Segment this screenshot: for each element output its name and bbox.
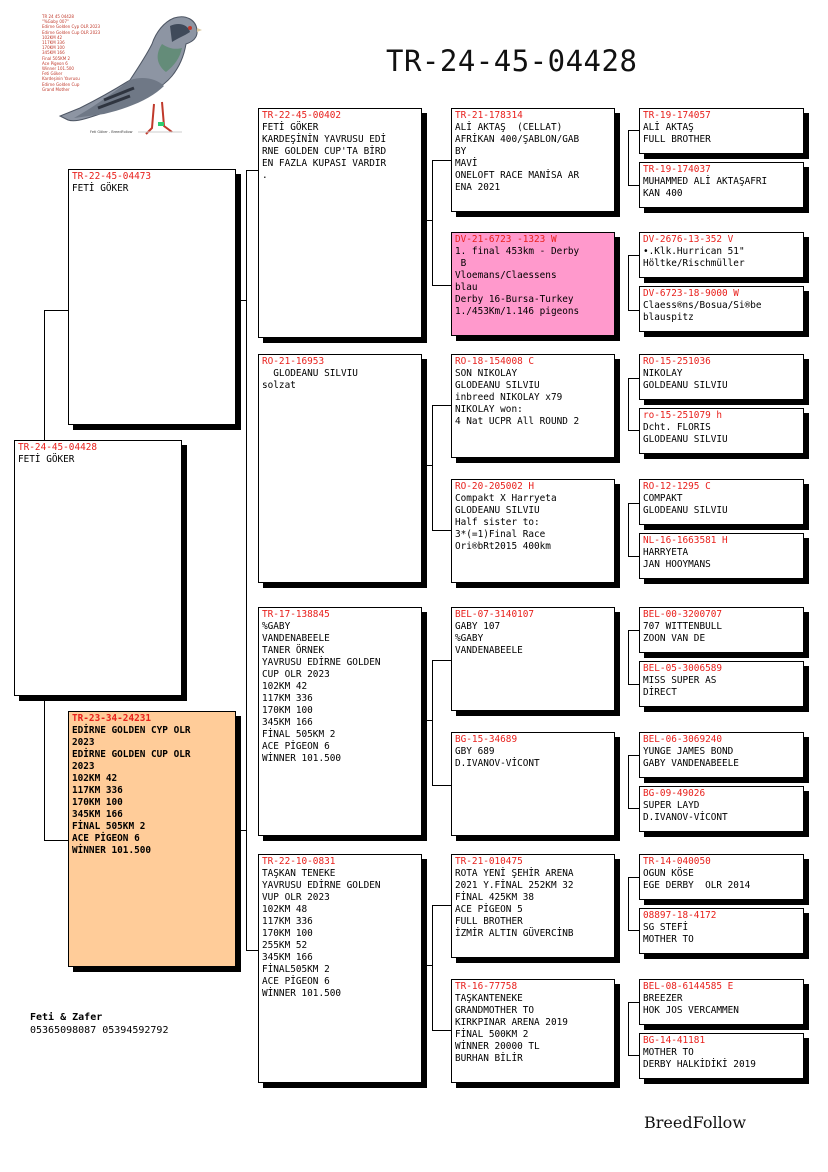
pedigree-text-line: 345KM 166: [262, 952, 313, 963]
pedigree-text-line: GABY 107: [455, 621, 501, 632]
pedigree-text-line: AFRİKAN 400/ŞABLON/GAB: [455, 134, 580, 145]
ring-number: TR-22-10-0831: [262, 856, 336, 867]
connector-line: [628, 378, 629, 430]
ring-number: BEL-06-3069240: [643, 734, 723, 745]
connector-line: [628, 877, 639, 878]
pedigree-box-g15: [639, 979, 804, 1025]
pedigree-text-line: HARRYETA: [643, 547, 689, 558]
ring-number: TR-23-34-24231: [72, 713, 152, 724]
pedigree-text-line: FULL BROTHER: [643, 134, 711, 145]
pedigree-text-line: 117KM 336: [72, 785, 123, 796]
pedigree-text-line: SON NIKOLAY: [455, 368, 518, 379]
pedigree-box-g6: [639, 408, 804, 454]
connector-line: [236, 830, 246, 831]
connector-line: [427, 220, 432, 221]
connector-line: [44, 310, 68, 311]
connector-line: [628, 1055, 639, 1056]
photo-caption-line: Final 505KM 2: [42, 55, 71, 61]
connector-line: [628, 130, 639, 131]
pigeon-icon: [34, 4, 202, 142]
ring-number: DV-21-6723 -1323 W: [455, 234, 557, 245]
pedigree-text-line: GOLDEANU SILVIU: [643, 380, 728, 391]
connector-line: [628, 255, 629, 310]
pedigree-text-line: 170KM 100: [262, 705, 313, 716]
pedigree-text-line: YAVRUSU EDİRNE GOLDEN: [262, 657, 381, 668]
connector-line: [628, 930, 639, 931]
pedigree-text-line: 345KM 166: [72, 809, 123, 820]
pedigree-text-line: 170KM 100: [262, 928, 313, 939]
pedigree-box-dam: [68, 711, 236, 967]
breeder-contact: [30, 1011, 168, 1037]
connector-line: [236, 300, 246, 301]
pedigree-text-line: FİNAL 425KM 38: [455, 892, 535, 903]
pedigree-title: TR-24-45-04428: [386, 44, 638, 78]
pedigree-text-line: ACE PİGEON 6: [262, 741, 330, 752]
pedigree-box-g16: [639, 1033, 804, 1079]
pedigree-text-line: 345KM 166: [262, 717, 313, 728]
connector-line: [628, 630, 639, 631]
photo-caption-line: Ace Pigeon 6: [42, 60, 68, 66]
connector-line: [432, 160, 433, 285]
pedigree-text-line: 4 Nat UCPR All ROUND 2: [455, 416, 580, 427]
pedigree-box-g5: [639, 354, 804, 400]
pedigree-box-dsd: [451, 732, 615, 836]
pedigree-text-line: 1./453Km/1.146 pigeons: [455, 306, 580, 317]
pedigree-box-sss: [451, 108, 615, 212]
photo-caption-line: Grand Mother: [42, 86, 70, 92]
connector-line: [628, 877, 629, 930]
pedigree-text-line: blauspitz: [643, 312, 694, 323]
connector-line: [628, 808, 639, 809]
pedigree-text-line: FİNAL 505KM 2: [72, 821, 146, 832]
pedigree-box-sd: [258, 354, 422, 583]
connector-line: [628, 755, 629, 808]
breeder-phones: 05365098087 05394592792: [30, 1025, 169, 1036]
pedigree-text-line: VUP OLR 2023: [262, 892, 330, 903]
pedigree-text-line: FİNAL 500KM 2: [455, 1029, 529, 1040]
connector-line: [628, 1002, 629, 1055]
pedigree-text-line: SG STEFİ: [643, 922, 689, 933]
connector-line: [432, 160, 451, 161]
pedigree-text-line: GLODEANU SILVIU: [455, 505, 540, 516]
pedigree-text-line: Vloemans/Claessens: [455, 270, 557, 281]
pedigree-box-g2: [639, 162, 804, 208]
ring-number: TR-21-010475: [455, 856, 523, 867]
pedigree-text-line: YAVRUSU EDİRNE GOLDEN: [262, 880, 381, 891]
connector-line: [246, 950, 258, 951]
pedigree-box-g8: [639, 533, 804, 579]
pedigree-text-line: DİRECT: [643, 687, 677, 698]
ring-number: RO-18-154008 C: [455, 356, 535, 367]
pedigree-box-ddd: [451, 979, 615, 1083]
pedigree-text-line: ONELOFT RACE MANİSA AR: [455, 170, 580, 181]
pedigree-text-line: DERBY HALKİDİKİ 2019: [643, 1059, 756, 1070]
connector-line: [432, 905, 433, 1030]
ring-number: TR-17-138845: [262, 609, 330, 620]
pedigree-text-line: EDİRNE GOLDEN CUP OLR: [72, 749, 191, 760]
pedigree-text-line: FULL BROTHER: [455, 916, 523, 927]
pedigree-box-ds: [258, 607, 422, 836]
pedigree-text-line: NIKOLAY: [643, 368, 683, 379]
ring-number: BG-09-49026: [643, 788, 706, 799]
pedigree-text-line: BURHAN BİLİR: [455, 1053, 523, 1064]
pedigree-text-line: EGE DERBY OLR 2014: [643, 880, 751, 891]
pedigree-text-line: %GABY: [262, 621, 291, 632]
pedigree-text-line: WİNNER 20000 TL: [455, 1041, 540, 1052]
pedigree-box-sdd: [451, 479, 615, 583]
pedigree-text-line: MUHAMMED ALİ AKTAŞAFRI: [643, 176, 768, 187]
pedigree-text-line: 2021 Y.FİNAL 252KM 32: [455, 880, 574, 891]
pedigree-box-dds: [451, 854, 615, 958]
pedigree-text-line: GABY VANDENABEELE: [643, 758, 739, 769]
pedigree-text-line: B: [455, 258, 467, 269]
pedigree-text-line: FİNAL 505KM 2: [262, 729, 336, 740]
pedigree-text-line: VANDENABEELE: [455, 645, 523, 656]
pedigree-box-sire: [68, 169, 236, 425]
pedigree-text-line: D.IVANOV-VİCONT: [455, 758, 540, 769]
connector-line: [628, 130, 629, 185]
pedigree-text-line: D.IVANOV-VİCONT: [643, 812, 728, 823]
ring-number: TR-22-45-00402: [262, 110, 342, 121]
connector-line: [628, 378, 639, 379]
pedigree-text-line: BY: [455, 146, 467, 157]
pedigree-box-g14: [639, 908, 804, 954]
connector-line: [628, 255, 639, 256]
connector-line: [628, 503, 629, 556]
ring-number: DV-2676-13-352 V: [643, 234, 734, 245]
photo-caption-line: Feti Göker: [42, 71, 63, 77]
connector-line: [432, 660, 433, 785]
ring-number: BEL-00-3200707: [643, 609, 723, 620]
pedigree-text-line: 102KM 42: [72, 773, 118, 784]
pedigree-text-line: ZOON VAN DE: [643, 633, 706, 644]
pedigree-box-ss: [258, 108, 422, 338]
pedigree-text-line: %GABY: [455, 633, 484, 644]
pedigree-text-line: GLODEANU SILVIU: [643, 434, 728, 445]
pedigree-text-line: MAVİ: [455, 158, 478, 169]
pedigree-text-line: Claess®ns/Bosua/Si®be: [643, 300, 762, 311]
ring-number: BEL-08-6144585 E: [643, 981, 734, 992]
pedigree-text-line: GRANDMOTHER TO: [455, 1005, 535, 1016]
photo-caption-line: 117KM 336: [42, 40, 65, 46]
pedigree-text-line: MISS SUPER AS: [643, 675, 717, 686]
photo-caption-line: Edirne Golden Cup OLR 2023: [42, 29, 101, 35]
connector-line: [246, 170, 258, 171]
photo-caption-line: 170KM 100: [42, 45, 65, 51]
ring-number: TR-21-178314: [455, 110, 523, 121]
pedigree-text-line: •.Klk.Hurrican 51": [643, 246, 745, 257]
ring-number: TR-24-45-04428: [18, 442, 98, 453]
pedigree-text-line: solzat: [262, 380, 296, 391]
connector-line: [427, 965, 432, 966]
ring-number: TR-19-174037: [643, 164, 711, 175]
ring-number: RO-12-1295 C: [643, 481, 711, 492]
photo-caption-line: "%Gaby 007": [42, 19, 69, 25]
ring-number: ro-15-251079 h: [643, 410, 723, 421]
pedigree-text-line: İZMİR ALTIN GÜVERCİNB: [455, 928, 574, 939]
pedigree-box-g11: [639, 732, 804, 778]
connector-line: [432, 660, 451, 661]
connector-line: [432, 405, 451, 406]
pedigree-text-line: Ori®bRt2015 400km: [455, 541, 551, 552]
ring-number: BG-15-34689: [455, 734, 518, 745]
pedigree-text-line: VANDENABEELE: [262, 633, 330, 644]
ring-number: TR-16-77758: [455, 981, 518, 992]
pedigree-text-line: TANER ÖRNEK: [262, 645, 325, 656]
pedigree-box-g7: [639, 479, 804, 525]
pedigree-text-line: WİNNER 101.500: [262, 753, 342, 764]
brand-logo: BreedFollow: [644, 1113, 747, 1132]
pedigree-text-line: 255KM 52: [262, 940, 308, 951]
connector-line: [432, 1030, 451, 1031]
pedigree-text-line: SUPER LAYD: [643, 800, 700, 811]
connector-line: [628, 630, 629, 684]
connector-line: [628, 684, 639, 685]
connector-line: [628, 755, 639, 756]
pedigree-text-line: 170KM 100: [72, 797, 123, 808]
pedigree-text-line: FETİ GÖKER: [72, 183, 129, 194]
ring-number: BEL-05-3006589: [643, 663, 723, 674]
ring-number: DV-6723-18-9000 W: [643, 288, 739, 299]
pedigree-text-line: 1. final 453km - Derby: [455, 246, 580, 257]
pedigree-text-line: GBY 689: [455, 746, 495, 757]
pedigree-box-ssd: [451, 232, 615, 336]
pedigree-text-line: COMPAKT: [643, 493, 683, 504]
connector-line: [432, 905, 451, 906]
pedigree-box-g9: [639, 607, 804, 653]
pedigree-text-line: HOK JOS VERCAMMEN: [643, 1005, 739, 1016]
pedigree-text-line: 102KM 48: [262, 904, 308, 915]
connector-line: [432, 285, 451, 286]
pedigree-text-line: ALİ AKTAŞ: [643, 122, 694, 133]
ring-number: RO-21-16953: [262, 356, 325, 367]
pedigree-text-line: OGUN KÖSE: [643, 868, 694, 879]
connector-line: [246, 170, 247, 950]
pedigree-text-line: ROTA YENİ ŞEHİR ARENA: [455, 868, 574, 879]
ring-number: RO-20-205002 H: [455, 481, 535, 492]
connector-line: [628, 1002, 639, 1003]
ring-number: BEL-07-3140107: [455, 609, 535, 620]
pedigree-text-line: WİNNER 101.500: [72, 845, 152, 856]
pedigree-text-line: FETİ GÖKER: [18, 454, 75, 465]
pedigree-text-line: RNE GOLDEN CUP'TA BİRD: [262, 146, 387, 157]
pedigree-text-line: CUP OLR 2023: [262, 669, 330, 680]
pedigree-text-line: inbreed NIKOLAY x79: [455, 392, 563, 403]
ring-number: 08897-18-4172: [643, 910, 717, 921]
pedigree-text-line: Half sister to:: [455, 517, 540, 528]
ring-number: TR-22-45-04473: [72, 171, 152, 182]
connector-line: [628, 185, 639, 186]
pedigree-box-g1: [639, 108, 804, 154]
connector-line: [427, 465, 432, 466]
pedigree-text-line: MOTHER TO: [643, 934, 694, 945]
pedigree-text-line: TAŞKAN TENEKE: [262, 868, 336, 879]
connector-line: [628, 556, 639, 557]
photo-caption-line: 102KM 42: [42, 34, 63, 40]
ring-number: NL-16-1663581 H: [643, 535, 728, 546]
pedigree-text-line: BREEZER: [643, 993, 683, 1004]
pedigree-text-line: 3*(=1)Final Race: [455, 529, 546, 540]
photo-caption-line: Kardeşinin Yavrusu: [42, 76, 80, 82]
pedigree-text-line: KARDEŞİNİN YAVRUSU EDİ: [262, 134, 387, 145]
pedigree-text-line: ALİ AKTAŞ (CELLAT): [455, 122, 563, 133]
connector-line: [628, 310, 639, 311]
pedigree-text-line: EDİRNE GOLDEN CYP OLR: [72, 725, 191, 736]
pedigree-box-g13: [639, 854, 804, 900]
pedigree-box-subject: [14, 440, 182, 696]
pedigree-text-line: 117KM 336: [262, 916, 313, 927]
pedigree-text-line: ACE PİGEON 6: [72, 833, 140, 844]
pedigree-box-dd: [258, 854, 422, 1083]
pedigree-text-line: ACE PİGEON 5: [455, 904, 523, 915]
pedigree-text-line: Dcht. FLORIS: [643, 422, 711, 433]
pedigree-text-line: TAŞKANTENEKE: [455, 993, 523, 1004]
pedigree-text-line: GLODEANU SILVIU: [455, 380, 540, 391]
connector-line: [628, 430, 639, 431]
pedigree-text-line: KAN 400: [643, 188, 683, 199]
pedigree-text-line: JAN HOOYMANS: [643, 559, 711, 570]
photo-caption-line: Edirne Golden Cyp OLR 2023: [42, 24, 101, 30]
pedigree-text-line: blau: [455, 282, 478, 293]
pedigree-box-g3: [639, 232, 804, 278]
photo-footer: Feti Göker - BreedFollow: [90, 130, 133, 134]
breeder-name: Feti & Zafer: [30, 1012, 103, 1023]
pedigree-box-g10: [639, 661, 804, 707]
pedigree-text-line: FİNAL505KM 2: [262, 964, 330, 975]
photo-caption-line: Edirne Golden Cup: [42, 81, 80, 87]
pedigree-text-line: .: [262, 170, 268, 181]
connector-line: [628, 503, 639, 504]
photo-caption-line: 345KM 166: [42, 50, 65, 56]
pedigree-text-line: EN FAZLA KUPASI VARDIR: [262, 158, 387, 169]
pedigree-text-line: 2023: [72, 737, 95, 748]
connector-line: [432, 405, 433, 530]
pedigree-text-line: Höltke/Rischmüller: [643, 258, 745, 269]
ring-number: TR-19-174057: [643, 110, 711, 121]
photo-caption-line: Winner 101.500: [42, 66, 74, 72]
connector-line: [427, 720, 432, 721]
pedigree-text-line: GLODEANU SILVIU: [643, 505, 728, 516]
pedigree-text-line: ACE PİGEON 6: [262, 976, 330, 987]
ring-number: BG-14-41181: [643, 1035, 706, 1046]
pedigree-text-line: Derby 16-Bursa-Turkey: [455, 294, 574, 305]
pedigree-text-line: KIRKPINAR ARENA 2019: [455, 1017, 568, 1028]
pedigree-text-line: YUNGE JAMES BOND: [643, 746, 734, 757]
connector-line: [432, 530, 451, 531]
connector-line: [44, 840, 68, 841]
pedigree-text-line: Compakt X Harryeta: [455, 493, 557, 504]
pedigree-box-g12: [639, 786, 804, 832]
pigeon-photo: [34, 4, 202, 142]
pedigree-box-dss: [451, 607, 615, 711]
pedigree-text-line: 2023: [72, 761, 95, 772]
pedigree-box-sds: [451, 354, 615, 458]
pedigree-text-line: 117KM 336: [262, 693, 313, 704]
pedigree-text-line: GLODEANU SILVIU: [262, 368, 358, 379]
pedigree-text-line: MOTHER TO: [643, 1047, 694, 1058]
pedigree-box-g4: [639, 286, 804, 332]
connector-line: [432, 785, 451, 786]
pedigree-text-line: 102KM 42: [262, 681, 308, 692]
ring-number: RO-15-251036: [643, 356, 711, 367]
pedigree-text-line: FETİ GÖKER: [262, 122, 319, 133]
pedigree-text-line: 707 WITTENBULL: [643, 621, 723, 632]
pedigree-text-line: ENA 2021: [455, 182, 501, 193]
pedigree-text-line: NIKOLAY won:: [455, 404, 523, 415]
ring-number: TR-14-040050: [643, 856, 711, 867]
pedigree-text-line: WİNNER 101.500: [262, 988, 342, 999]
photo-caption-line: TR 24 45 04428: [42, 14, 74, 19]
